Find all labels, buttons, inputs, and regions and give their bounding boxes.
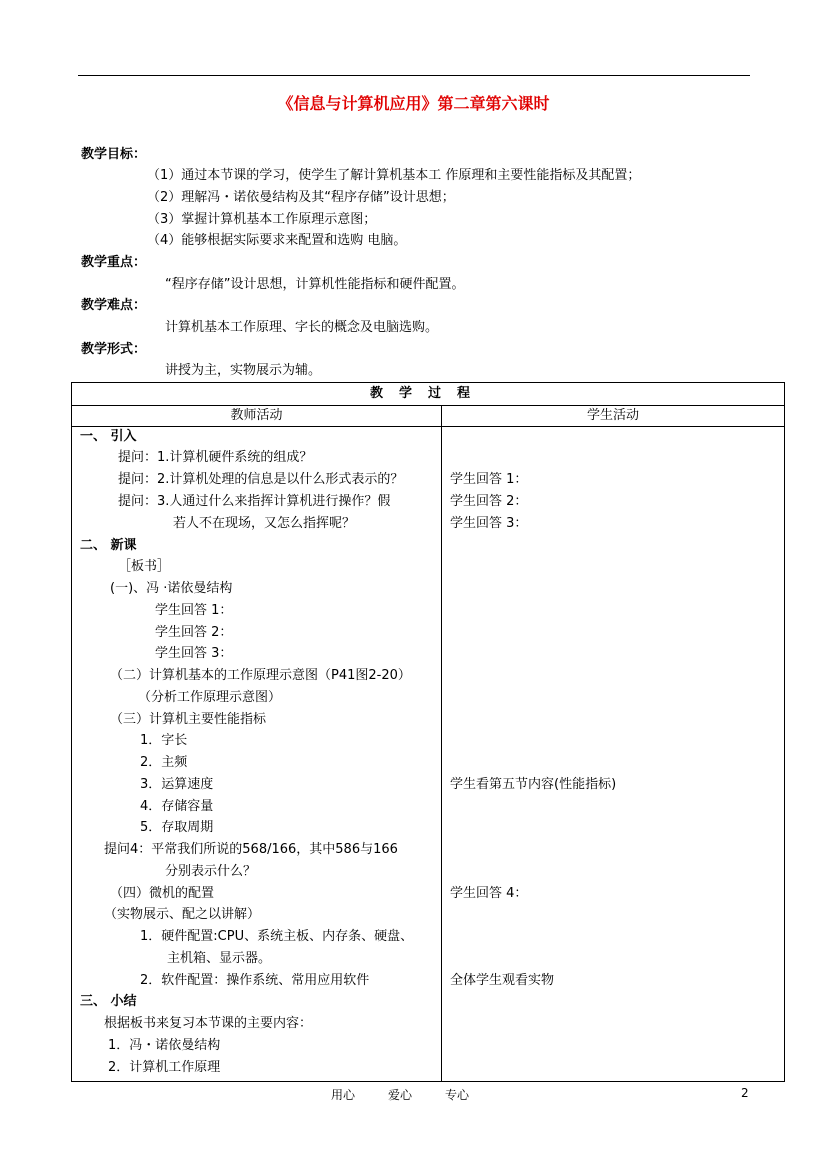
- footer-item: 用心: [331, 1088, 356, 1102]
- student-line: 学生回答 4：: [450, 886, 528, 901]
- teacher-activities-cell: [72, 427, 442, 1082]
- teacher-line: 主机箱、显示器。: [167, 951, 272, 966]
- objective-item: （2）理解冯・诺依曼结构及其“程序存储”设计思想；: [147, 190, 455, 205]
- objective-item: （3）掌握计算机基本工作原理示意图；: [147, 212, 377, 227]
- difficulties-heading: 教学难点：: [81, 298, 147, 313]
- teacher-line: 1．冯・诺依曼结构: [108, 1038, 221, 1053]
- process-table: [71, 382, 785, 1082]
- teacher-column-header: 教师活动: [72, 406, 442, 427]
- student-line: 学生看第五节内容(性能指标): [450, 777, 617, 792]
- form-heading: 教学形式：: [81, 342, 147, 357]
- student-line: 全体学生观看实物: [450, 973, 555, 988]
- section-heading: 三、 小结: [80, 994, 137, 1009]
- footer-item: 爱心: [388, 1088, 413, 1102]
- student-line: 学生回答 3：: [450, 516, 528, 531]
- teacher-line: 提问4：平常我们所说的568/166，其中586与166: [104, 842, 398, 857]
- teacher-line: 提问：3.人通过什么来指挥计算机进行操作？假: [118, 494, 391, 509]
- section-heading: 一、 引入: [80, 429, 137, 444]
- key-points-text: “程序存储”设计思想，计算机性能指标和硬件配置。: [165, 277, 465, 292]
- section-heading: 二、 新课: [80, 538, 137, 553]
- teacher-line: 若人不在现场，又怎么指挥呢？: [173, 516, 356, 531]
- process-header: 教学过程: [72, 383, 785, 406]
- footer-item: 专心: [445, 1088, 470, 1102]
- teacher-line: 2．主频: [140, 755, 188, 770]
- objective-item: （4）能够根据实际要求来配置和选购 电脑。: [147, 233, 407, 248]
- teacher-line: 学生回答 2：: [155, 625, 233, 640]
- page-title: 《信息与计算机应用》第二章第六课时: [277, 94, 550, 113]
- teacher-line: 学生回答 1：: [155, 603, 233, 618]
- teacher-line: 5．存取周期: [140, 820, 214, 835]
- difficulties-text: 计算机基本工作原理、字长的概念及电脑选购。: [165, 320, 439, 335]
- teacher-line: 分别表示什么？: [165, 864, 257, 879]
- student-line: 学生回答 2：: [450, 494, 528, 509]
- teacher-line: 3．运算速度: [140, 777, 214, 792]
- form-text: 讲授为主，实物展示为辅。: [165, 363, 322, 378]
- teacher-line: 根据板书来复习本节课的主要内容：: [104, 1016, 313, 1031]
- student-activities-cell: [442, 427, 785, 1082]
- teacher-line: 学生回答 3：: [155, 646, 233, 661]
- teacher-line: (一)、冯 ·诺依曼结构: [110, 581, 233, 596]
- teacher-line: 4．存储容量: [140, 799, 214, 814]
- teacher-line: （四）微机的配置: [110, 886, 215, 901]
- teacher-line: （实物展示、配之以讲解）: [104, 907, 261, 922]
- header-rule: [78, 75, 750, 76]
- teacher-line: 1．字长: [140, 733, 188, 748]
- teacher-line: 2．软件配置：操作系统、常用应用软件: [140, 973, 370, 988]
- teacher-line: 提问：2.计算机处理的信息是以什么形式表示的？: [118, 472, 404, 487]
- objective-item: （1）通过本节课的学习，使学生了解计算机基本工 作原理和主要性能指标及其配置；: [147, 168, 641, 183]
- teacher-line: 提问：1.计算机硬件系统的组成？: [118, 450, 313, 465]
- objectives-heading: 教学目标：: [81, 147, 147, 162]
- student-line: 学生回答 1：: [450, 472, 528, 487]
- teacher-line: ［板书］: [118, 559, 171, 574]
- teacher-line: （二）计算机基本的工作原理示意图（P41图2-20）: [110, 668, 411, 683]
- teacher-line: 1．硬件配置:CPU、系统主板、内存条、硬盘、: [140, 929, 414, 944]
- teacher-line: （分析工作原理示意图）: [138, 690, 282, 705]
- teacher-line: （三）计算机主要性能指标: [110, 712, 267, 727]
- student-column-header: 学生活动: [442, 406, 785, 427]
- teacher-line: 2．计算机工作原理: [108, 1060, 221, 1075]
- key-points-heading: 教学重点：: [81, 255, 147, 270]
- page-number: 2: [741, 1086, 749, 1100]
